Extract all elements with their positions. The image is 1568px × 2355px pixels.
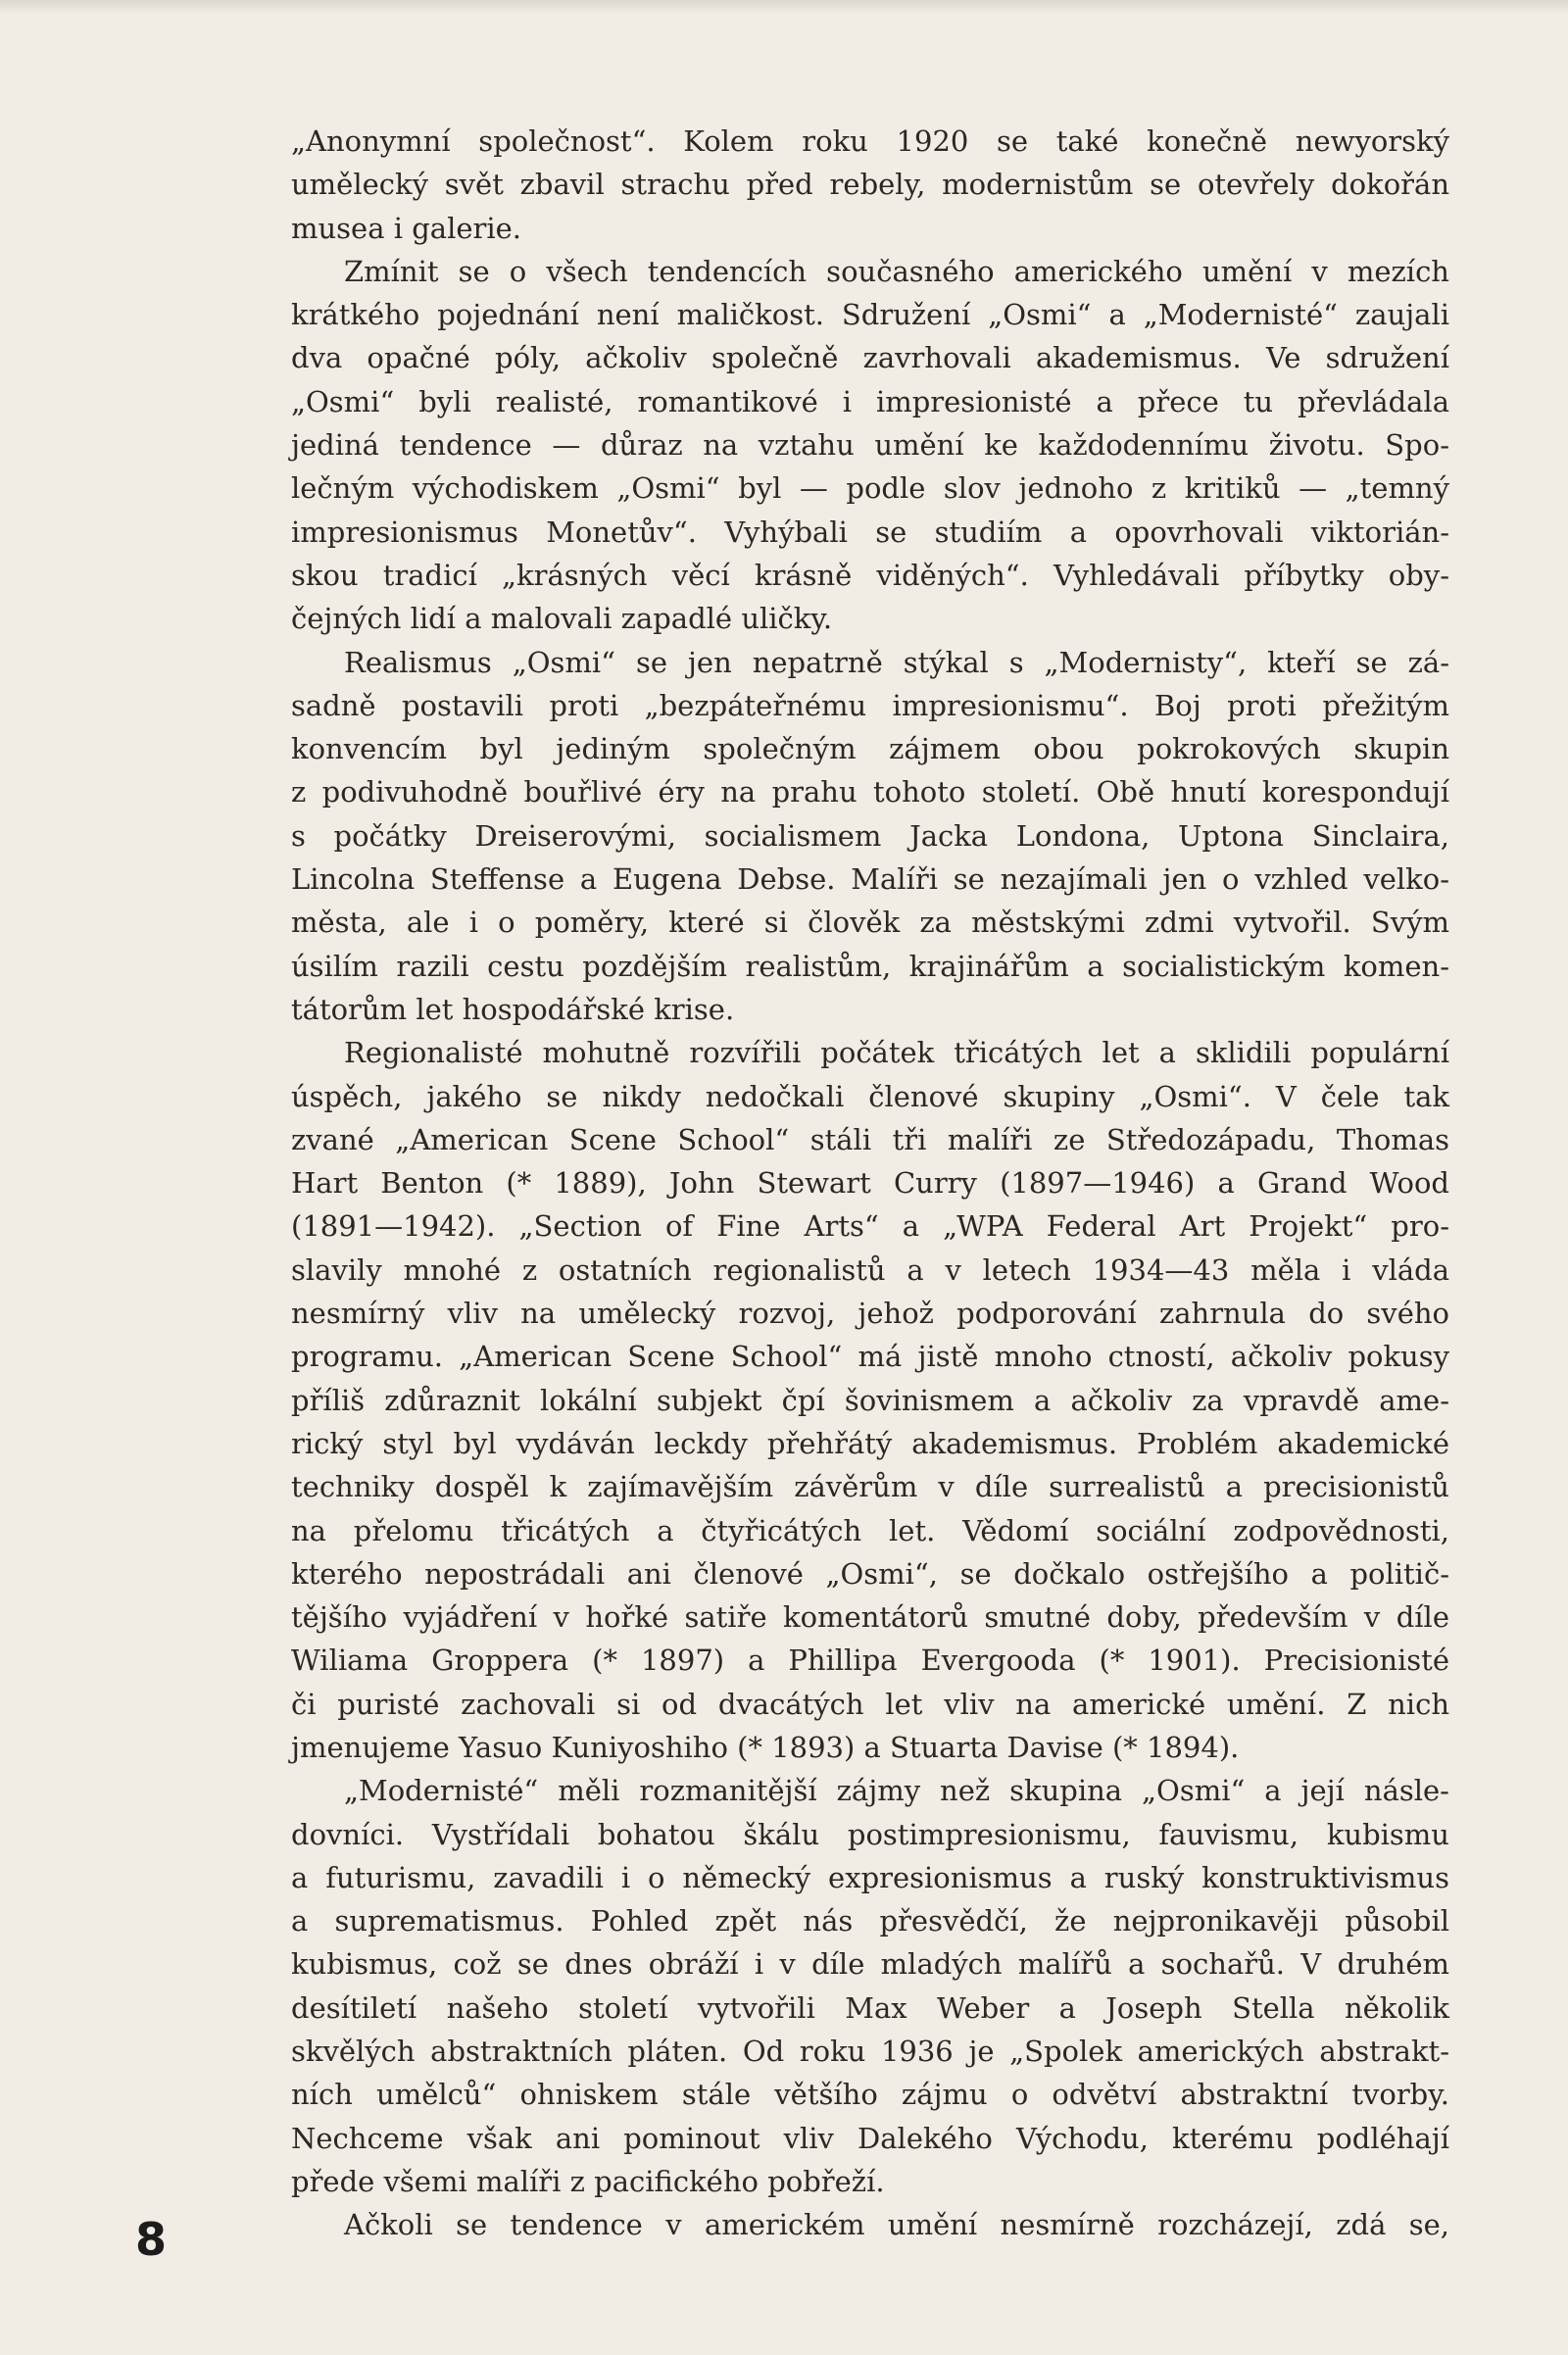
text-line: (1891—1942). „Section of Fine Arts“ a „WPA Federal Art Projekt“ pro- — [291, 1209, 1449, 1244]
text-line: sadně postavili proti „bezpáteřnému impresionismu“. Boj proti přežitým — [291, 688, 1449, 722]
text-line: techniky dospěl k zajímavějším závěrům v díle surrealistů a precisionistů — [291, 1470, 1449, 1504]
body-text — [291, 120, 1449, 2247]
text-line: kubismus, což se dnes obráží i v díle mladých malířů a sochařů. V druhém — [291, 1947, 1449, 1982]
text-line: lečným východiskem „Osmi“ byl — podle slov jednoho z kritiků — „temný — [291, 471, 1449, 506]
text-line: nesmírný vliv na umělecký rozvoj, jehož podporování zahrnula do svého — [291, 1297, 1449, 1331]
text-line: skou tradicí „krásných věcí krásně viděných“. Vyhledávali příbytky oby- — [291, 558, 1449, 592]
text-line: dva opačné póly, ačkoliv společně zavrhovali akademismus. Ve sdružení — [291, 341, 1449, 375]
text-line: programu. „American Scene School“ má jistě mnoho ctností, ačkoliv pokusy — [291, 1340, 1449, 1374]
page-number: 8 — [135, 2213, 168, 2266]
text-line: slavily mnohé z ostatních regionalistů a v letech 1934—43 měla i vláda — [291, 1252, 1449, 1287]
text-line: Hart Benton (* 1889), John Stewart Curry (1897—1946) a Grand Wood — [291, 1166, 1449, 1201]
text-line: jmenujeme Yasuo Kuniyoshiho (* 1893) a Stuarta Davise (* 1894). — [291, 1730, 1240, 1764]
text-line: musea i galerie. — [291, 211, 522, 245]
text-line: skvělých abstraktních pláten. Od roku 1936 je „Spolek amerických abstrakt- — [291, 2035, 1449, 2069]
text-line: umělecký svět zbavil strachu před rebely, modernistům se otevřely dokořán — [291, 168, 1449, 202]
text-line: na přelomu třicátých a čtyřicátých let. Vědomí sociální zodpovědnosti, — [291, 1513, 1449, 1547]
text-line: či puristé zachovali si od dvacátých let vliv na americké umění. Z nich — [291, 1687, 1449, 1721]
text-line: „Osmi“ byli realisté, romantikové i impresionisté a přece tu převládala — [291, 384, 1449, 418]
text-line: impresionismus Monetův“. Vyhýbali se studiím a opovrhovali viktorián- — [291, 515, 1449, 549]
text-line: čejných lidí a malovali zapadlé uličky. — [291, 602, 833, 636]
text-line: Nechceme však ani pominout vliv Dalekého Východu, kterému podléhají — [291, 2121, 1449, 2155]
text-line: ních umělců“ ohniskem stále většího zájmu o odvětví abstraktní tvorby. — [291, 2078, 1449, 2112]
text-line: konvencím byl jediným společným zájmem obou pokrokových skupin — [291, 732, 1449, 766]
text-line: z podivuhodně bouřlivé éry na prahu tohoto století. Obě hnutí korespondují — [291, 775, 1449, 810]
text-line: Realismus „Osmi“ se jen nepatrně stýkal s „Modernisty“, kteří se zá- — [344, 645, 1449, 679]
text-line: tátorům let hospodářské krise. — [291, 992, 735, 1026]
text-line: přede všemi malíři z pacifického pobřeží. — [291, 2164, 885, 2198]
text-line: tějšího vyjádření v hořké satiře komentátorů smutné doby, především v díle — [291, 1600, 1449, 1635]
text-line: města, ale i o poměry, které si člověk za městskými zdmi vytvořil. Svým — [291, 906, 1449, 940]
text-line: kterého nepostrádali ani členové „Osmi“, se dočkalo ostřejšího a politič- — [291, 1556, 1449, 1591]
text-line: jediná tendence — důraz na vztahu umění ke každodennímu životu. Spo- — [291, 428, 1449, 463]
text-line: úsilím razili cestu pozdějším realistům, krajinářům a socialistickým komen- — [291, 949, 1449, 983]
text-line: příliš zdůraznit lokální subjekt čpí šovinismem a ačkoliv za vpravdě ame- — [291, 1383, 1449, 1417]
text-line: krátkého pojednání není maličkost. Sdružení „Osmi“ a „Modernisté“ zaujali — [291, 298, 1449, 332]
text-line: „Modernisté“ měli rozmanitější zájmy než skupina „Osmi“ a její násle- — [344, 1774, 1449, 1808]
text-line: desítiletí našeho století vytvořili Max Weber a Joseph Stella několik — [291, 1990, 1449, 2025]
text-line: Ačkoli se tendence v americkém umění nesmírně rozcházejí, zdá se, — [344, 2208, 1449, 2242]
text-line: zvané „American Scene School“ stáli tři malíři ze Středozápadu, Thomas — [291, 1122, 1449, 1156]
text-line: a suprematismus. Pohled zpět nás přesvědčí, že nejpronikavěji působil — [291, 1904, 1449, 1938]
text-line: Wiliama Groppera (* 1897) a Phillipa Evergooda (* 1901). Precisionisté — [291, 1644, 1449, 1678]
text-line: Lincolna Steffense a Eugena Debse. Malíři se nezajímali jen o vzhled velko- — [291, 862, 1449, 897]
text-line: dovníci. Vystřídali bohatou škálu postimpresionismu, fauvismu, kubismu — [291, 1817, 1449, 1851]
text-line: Regionalisté mohutně rozvířili počátek třicátých let a sklidili populární — [344, 1036, 1449, 1070]
text-line: Zmínit se o všech tendencích současného amerického umění v mezích — [344, 254, 1449, 288]
text-line: úspěch, jakého se nikdy nedočkali členové skupiny „Osmi“. V čele tak — [291, 1079, 1449, 1113]
text-line: „Anonymní společnost“. Kolem roku 1920 se také konečně newyorský — [291, 124, 1449, 158]
text-line: s počátky Dreiserovými, socialismem Jacka Londona, Uptona Sinclaira, — [291, 818, 1449, 853]
text-line: a futurismu, zavadili i o německý expresionismus a ruský konstruktivismus — [291, 1860, 1449, 1894]
text-line: rický styl byl vydáván leckdy přehřátý akademismus. Problém akademické — [291, 1426, 1449, 1460]
